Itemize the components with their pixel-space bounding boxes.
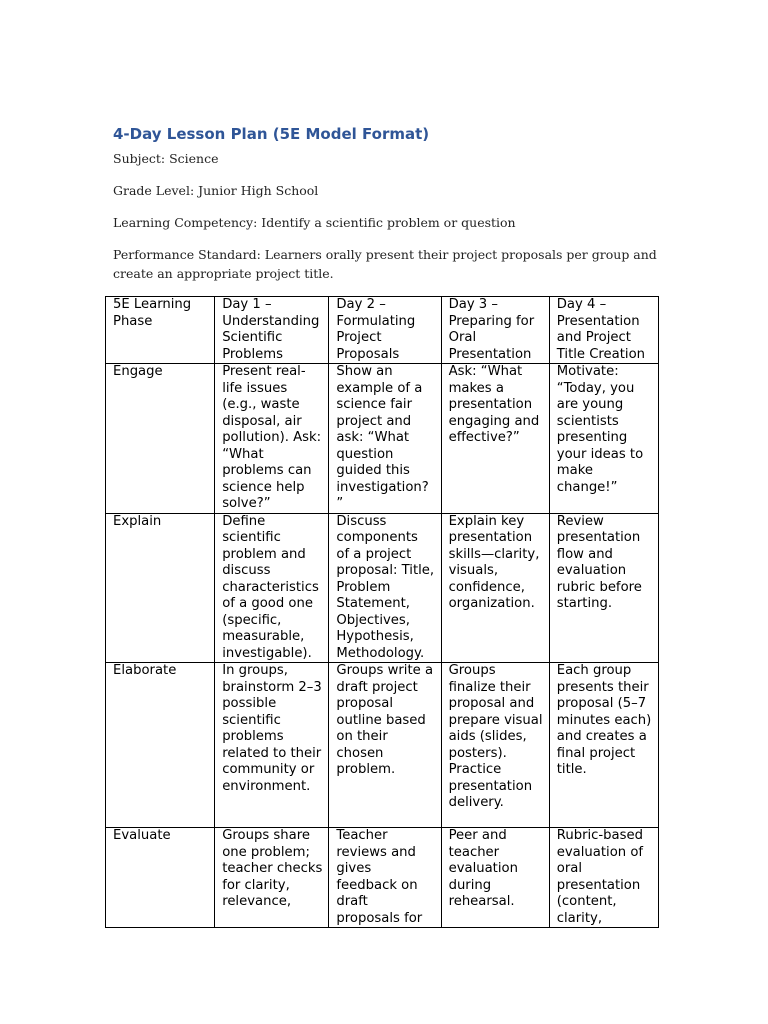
header-cell-day2: Day 2 – Formulating Project Proposals: [329, 297, 441, 364]
phase-cell: Engage: [106, 364, 215, 514]
day1-cell: In groups, brainstorm 2–3 possible scientific problems related to their community or environment.: [215, 663, 329, 828]
day3-cell: Ask: “What makes a presentation engaging and effective?”: [441, 364, 549, 514]
day1-cell: Present real-life issues (e.g., waste disposal, air pollution). Ask: “What problems can science help solve?”: [215, 364, 329, 514]
day2-cell: Groups write a draft project proposal outline based on their chosen problem.: [329, 663, 441, 828]
day4-cell: Motivate: “Today, you are young scientists presenting your ideas to make change!”: [549, 364, 658, 514]
document-title: 4-Day Lesson Plan (5E Model Format): [113, 125, 430, 143]
header-cell-day3: Day 3 – Preparing for Oral Presentation: [441, 297, 549, 364]
day3-cell: Groups finalize their proposal and prepare visual aids (slides, posters). Practice presentation delivery.: [441, 663, 549, 828]
day3-cell: Peer and teacher evaluation during rehearsal.: [441, 828, 549, 928]
table-header-row: [106, 297, 659, 364]
grade-level-line: Grade Level: Junior High School: [113, 183, 319, 198]
competency-line: Learning Competency: Identify a scientific problem or question: [113, 215, 516, 230]
standard-line: Performance Standard: Learners orally present their project proposals per group and create an appropriate project title.: [113, 247, 657, 281]
table-row-explain: [106, 513, 659, 663]
header-cell-phase: 5E Learning Phase: [106, 297, 215, 364]
day1-cell: Groups share one problem; teacher checks for clarity, relevance,: [215, 828, 329, 928]
day1-cell: Define scientific problem and discuss characteristics of a good one (specific, measurable, investigable).: [215, 513, 329, 663]
phase-cell: Evaluate: [106, 828, 215, 928]
subject-line: Subject: Science: [113, 151, 219, 166]
day4-cell: Rubric-based evaluation of oral presentation (content, clarity,: [549, 828, 658, 928]
day3-cell: Explain key presentation skills—clarity, visuals, confidence, organization.: [441, 513, 549, 663]
header-cell-day1: Day 1 – Understanding Scientific Problems: [215, 297, 329, 364]
header-cell-day4: Day 4 – Presentation and Project Title Creation: [549, 297, 658, 364]
day4-cell: Each group presents their proposal (5–7 minutes each) and creates a final project title.: [549, 663, 658, 828]
table-row-elaborate: [106, 663, 659, 828]
phase-cell: Explain: [106, 513, 215, 663]
phase-cell: Elaborate: [106, 663, 215, 828]
day4-cell: Review presentation flow and evaluation rubric before starting.: [549, 513, 658, 663]
day2-cell: Show an example of a science fair project and ask: “What question guided this investigation?”: [329, 364, 441, 514]
lesson-plan-table: [105, 296, 659, 928]
table-row-engage: [106, 364, 659, 514]
day2-cell: Discuss components of a project proposal: Title, Problem Statement, Objectives, Hypothesis, Methodology.: [329, 513, 441, 663]
day2-cell: Teacher reviews and gives feedback on draft proposals for: [329, 828, 441, 928]
table-row-evaluate: [106, 828, 659, 928]
